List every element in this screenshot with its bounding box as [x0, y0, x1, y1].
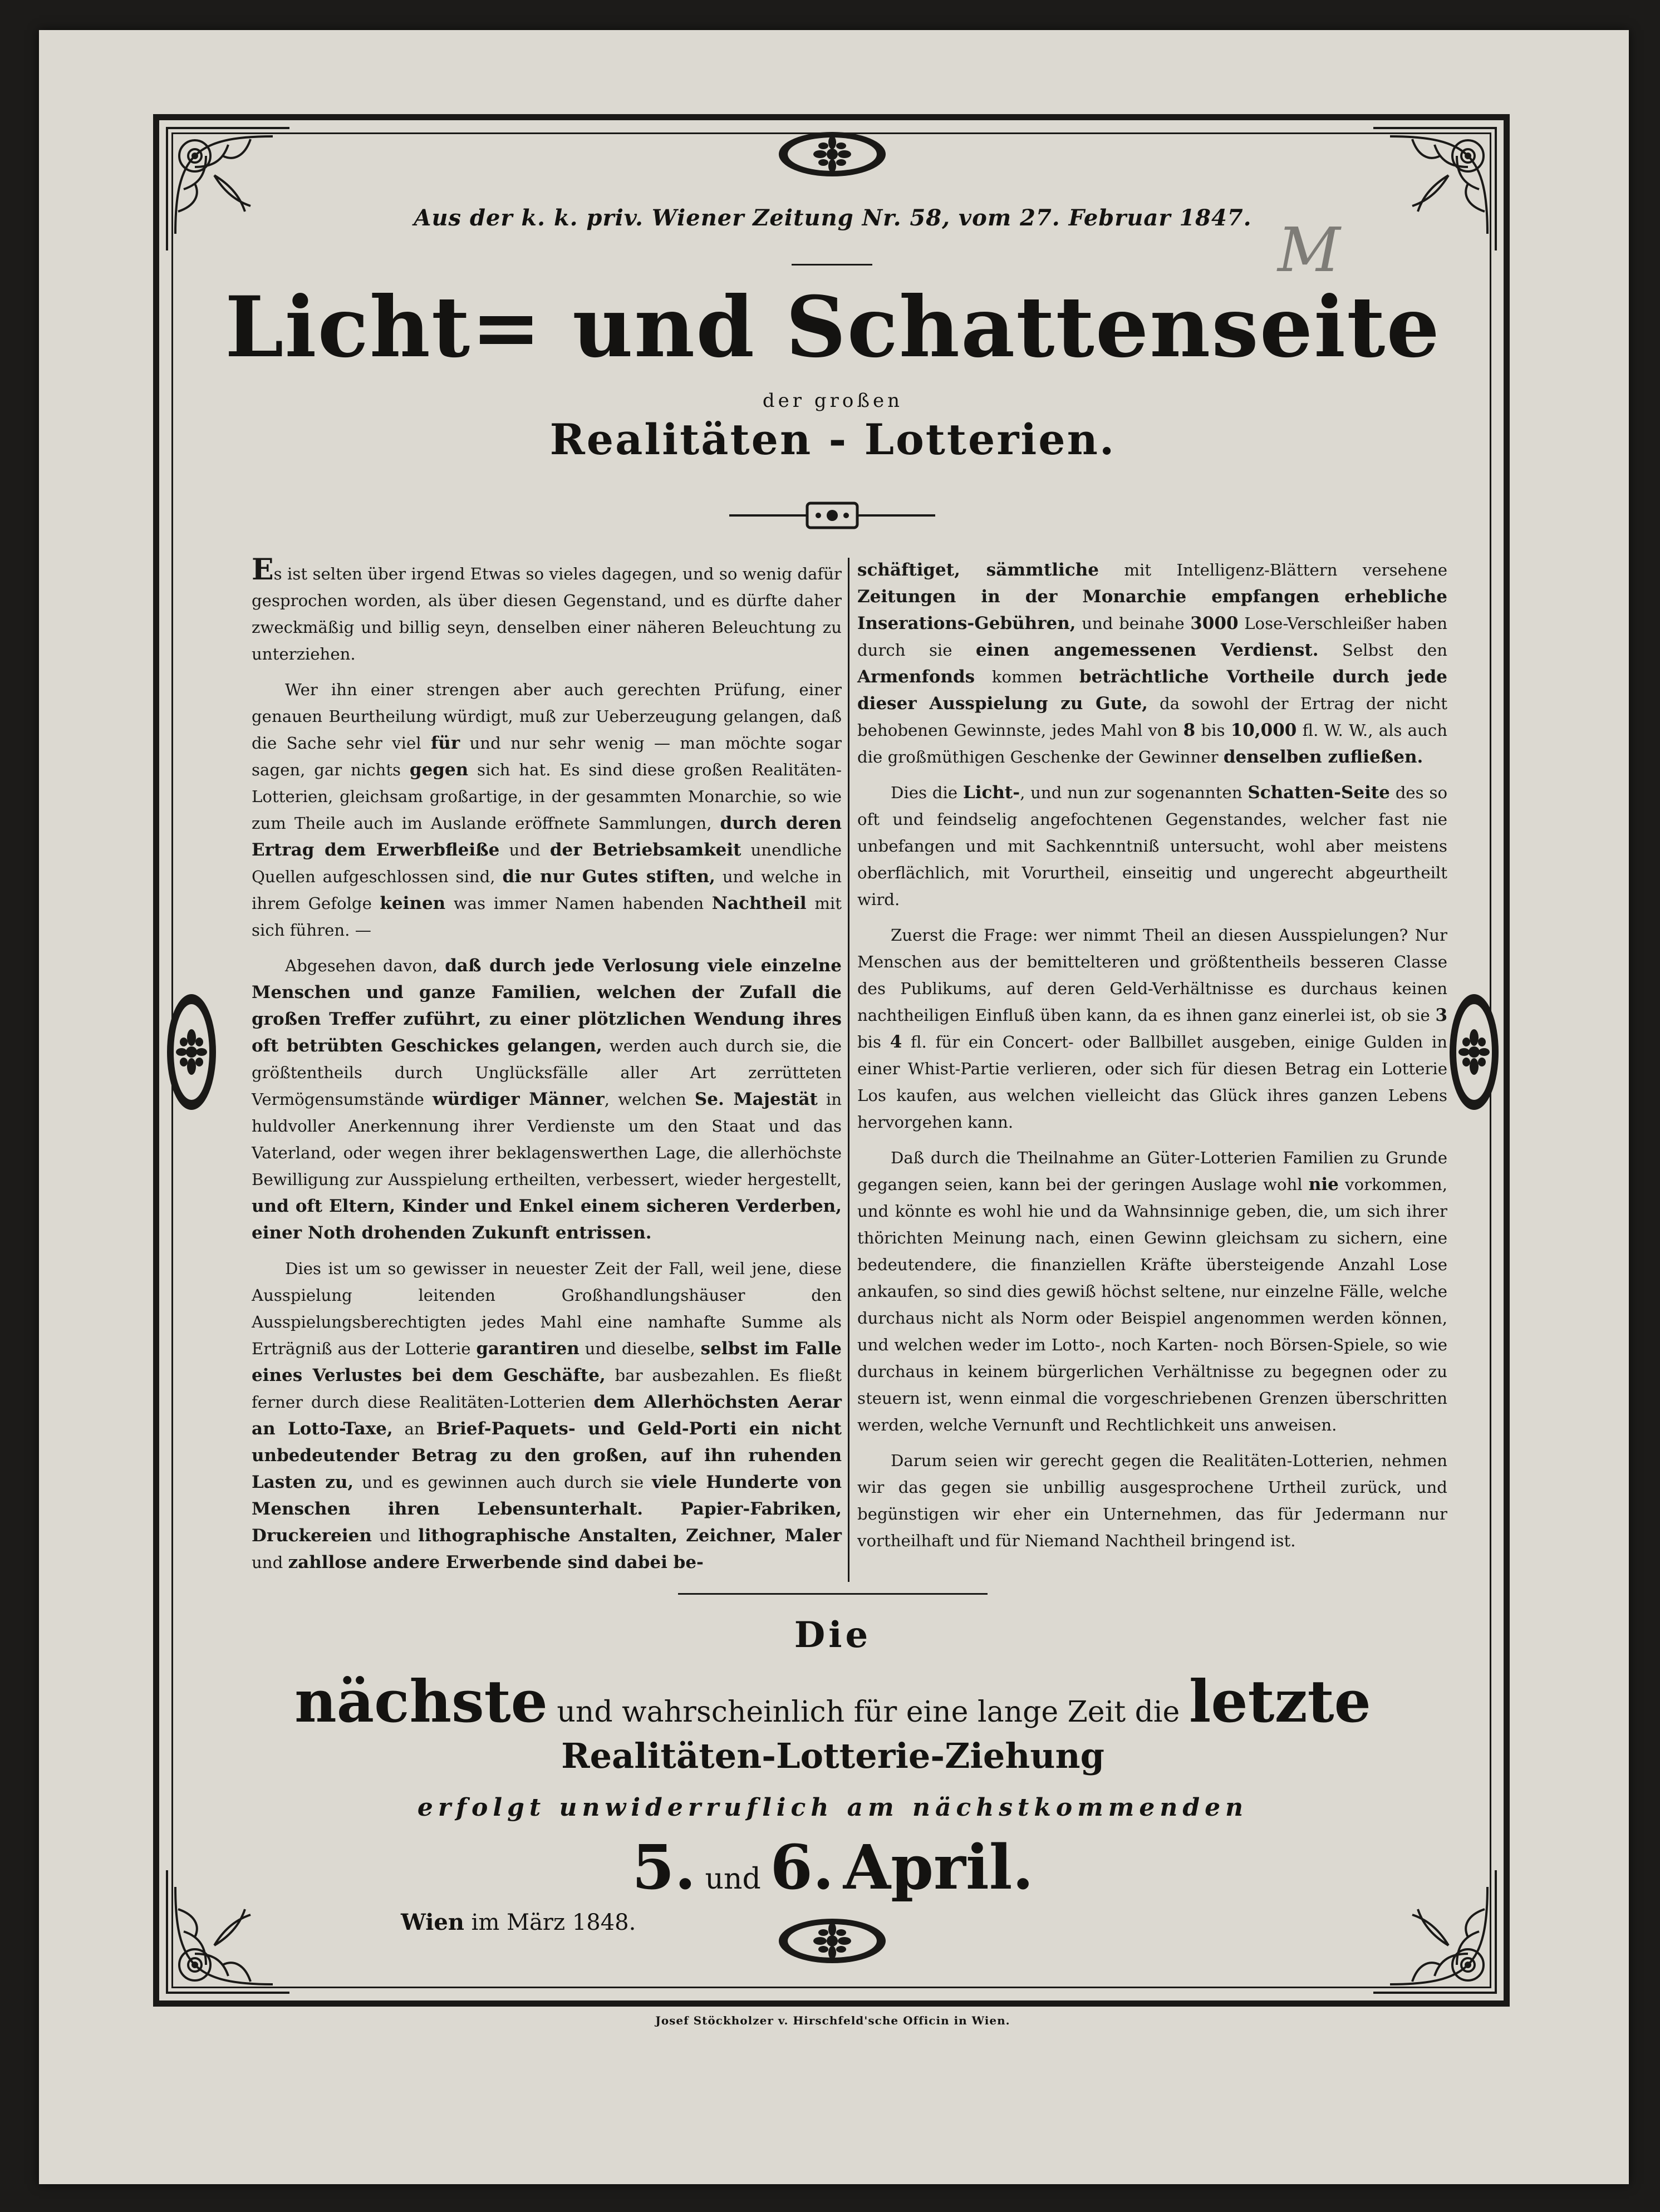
place-city: Wien: [401, 1909, 464, 1935]
text-run: Daß durch die Theilnahme an Güter-Lotterien Familien zu Grunde gegangen seien, kann bei der geringen Auslage wohl: [857, 1148, 1447, 1194]
text-run: Lose-Verschleißer haben durch sie: [857, 614, 1448, 660]
printer-imprint: Josef Stöckholzer v. Hirschfeld'sche Officin in Wien.: [655, 2014, 1010, 2027]
announcement-erfolgt: erfolgt unwiderruflich am nächstkommenden: [417, 1793, 1249, 1822]
text-run: und nur sehr wenig — man möchte sogar sagen, gar nichts: [252, 734, 842, 779]
left-paragraph-3: [252, 952, 842, 1246]
bold-run: durch deren Ertrag dem Erwerbfleiße: [252, 813, 842, 860]
corner-ornament-top-left: [161, 122, 295, 256]
text-run: mit sich führen. —: [252, 894, 842, 940]
text-run: Selbst den: [1342, 641, 1448, 660]
right-rosette-ornament: [1447, 991, 1501, 1113]
announcement-day-2: 6.: [770, 1831, 834, 1903]
text-run: und es gewinnen auch durch sie: [362, 1473, 644, 1492]
text-run: Zuerst die Frage: wer nimmt Theil an diesen Ausspielungen? Nur Menschen aus der bemittelteren und größtentheils besseren Classe des Publikums, auf deren Geld-Verhältnisse es durchaus keinen nachtheiligen Einfluß üben kann, da es ihnen ganz einerlei ist, ob sie: [857, 926, 1447, 1025]
subtitle-small: der großen: [762, 390, 903, 412]
right-column: [857, 557, 1447, 1563]
source-line: Aus der k. k. priv. Wiener Zeitung Nr. 58, vom 27. Februar 1847.: [414, 205, 1252, 231]
bold-run: Armenfonds: [857, 667, 975, 687]
bold-run: Nachtheil: [711, 893, 807, 913]
bold-run: die nur Gutes stiften,: [502, 867, 715, 887]
left-column: [252, 553, 842, 1585]
bold-run: gegen: [409, 760, 469, 780]
bold-run: Licht-: [962, 783, 1020, 803]
bold-run: lithographische Anstalten, Zeichner, Maler: [418, 1526, 842, 1546]
text-run: sich hat. Es sind diese großen Realitäten-Lotterien, gleichsam großartige, in der gesammten Monarchie, so wie zum Theile auch im Auslande eröffnete Sammlungen,: [252, 760, 842, 833]
announcement-day-1: 5.: [632, 1831, 696, 1903]
bold-run: 3000: [1190, 613, 1239, 633]
bold-run: 4: [890, 1032, 902, 1052]
bold-run: beträchtliche Vortheile durch jede dieser Ausspielung zu Gute,: [857, 667, 1448, 714]
text-run: und: [252, 1553, 283, 1572]
text-run: , welchen: [604, 1090, 686, 1109]
pencil-mark: M: [1278, 214, 1340, 286]
bold-run: garantiren: [476, 1339, 579, 1359]
text-run: in huldvoller Anerkennung ihrer Verdienste um den Staat und das Vaterland, oder wegen ihrer beklagenswerthen Lage, die allerhöchste Bewilligung zur Ausspielung ertheilten, verbessert, wieder hergestellt,: [252, 1090, 842, 1189]
bold-run: einen angemessenen Verdienst.: [975, 640, 1319, 660]
bold-run: 8: [1183, 720, 1196, 740]
place-date: [401, 1909, 636, 1935]
text-run: was immer Namen habenden: [453, 894, 704, 913]
text-run: Dies ist um so gewisser in neuester Zeit der Fall, weil jene, diese Ausspielung leitenden Großhandlungshäuser den Ausspielungsberechtigten jedes Mahl eine namhafte Summe als Erträgniß aus der Lotterie: [252, 1259, 842, 1358]
text-run: bis: [857, 1033, 881, 1051]
right-paragraph-4: [857, 1144, 1447, 1438]
text-run: und: [509, 840, 541, 859]
announcement-die: Die: [794, 1614, 872, 1656]
bold-run: für: [430, 733, 460, 753]
bold-run: selbst im Falle eines Verlustes bei dem Geschäfte,: [252, 1339, 842, 1385]
text-run: und welche in ihrem Gefolge: [252, 867, 842, 913]
left-rosette-ornament: [165, 991, 218, 1113]
title-ornament: [729, 499, 935, 532]
text-run: kommen: [991, 667, 1063, 686]
right-paragraph-2: [857, 779, 1447, 913]
text-run: an: [404, 1419, 425, 1438]
announcement-month: April.: [843, 1831, 1034, 1903]
left-paragraph-2: [252, 676, 842, 943]
header-rule: [792, 264, 872, 266]
text-run: vorkommen, und könnte es wohl hie und da Wahnsinnige geben, die, um sich ihrer thörichten Meinung nach, einen Gewinn gleichsam zu sichern, eine bedeutendere, die finanziellen Kräfte übersteigende Anzahl Lose ankaufen, so sind dies gewiß höchst seltene, nur einzelne Fälle, welche durchaus nicht als Norm oder Beispiel angenommen werden können, und welchen weder im Lotto-, noch Karten- noch Börsen-Spiele, so wie durchaus in keinem bürgerlichen Verhältnisse zu begegnen oder zu steuern ist, wenn einmal die vorgeschriebenen Grenzen überschritten werden, welche Vernunft und Rechtlichkeit uns anweisen.: [857, 1175, 1447, 1434]
bold-run: Brief-Paquets- und Geld-Porti ein nicht unbedeutender Betrag zu den großen, auf ihn ruhenden Lasten zu,: [252, 1419, 842, 1492]
drop-cap: E: [252, 553, 274, 587]
place-date-rest: im März 1848.: [471, 1910, 636, 1935]
bold-run: Zeitungen in der Monarchie empfangen erhebliche Inserations-Gebühren,: [857, 587, 1447, 633]
bold-run: Schatten-Seite: [1248, 783, 1390, 803]
left-paragraph-1: [252, 553, 842, 667]
bold-run: 10,000: [1230, 720, 1297, 740]
text-run: Wer ihn einer strengen aber auch gerechten Prüfung, einer genauen Beurtheilung würdigt, muß zur Ueberzeugung gelangen, daß die Sache sehr viel: [252, 680, 842, 753]
text-run: unendliche Quellen aufgeschlossen sind,: [252, 840, 842, 886]
corner-ornament-top-right: [1368, 122, 1501, 256]
bold-run: denselben zufließen.: [1223, 747, 1423, 767]
bold-run: schäftiget, sämmtliche: [857, 560, 1099, 580]
right-paragraph-1: [857, 557, 1447, 770]
top-rosette-ornament: [777, 129, 888, 179]
announcement-line-next: [167, 1667, 1499, 1736]
text-run: Abgesehen davon,: [285, 956, 438, 975]
text-run: da sowohl der Ertrag der nicht behobenen Gewinnste, jedes Mahl von: [857, 694, 1447, 740]
bold-run: daß durch jede Verlosung viele einzelne Menschen und ganze Familien, welchen der Zufall die großen Treffer zuführt, zu einer plötzlichen Wendung ihres oft betrübten Geschickes gelangen,: [252, 956, 842, 1056]
text-run: des so oft und feindselig angefochtenen Gegenstandes, welcher fast nie unbefangen und mit Sachkenntniß untersucht, wohl aber meistens oberflächlich, mit Vorurtheil, einseitig und ungerecht abgeurtheilt wird.: [857, 783, 1448, 909]
text-run: bar ausbezahlen. Es fließt ferner durch diese Realitäten-Lotterien: [252, 1366, 842, 1412]
announcement-middle: und wahrscheinlich für eine lange Zeit die: [557, 1695, 1180, 1729]
text-run: bis: [1201, 721, 1225, 740]
text-run: Dies die: [891, 783, 958, 802]
text-run: fl. W. W., als auch die großmüthigen Geschenke der Gewinner: [857, 721, 1448, 766]
text-run: werden auch durch sie, die größtentheils durch Unglücksfälle aller Art zerrütteten Vermögensumstände: [252, 1036, 842, 1109]
column-divider: [848, 558, 849, 1582]
text-run: und beinahe: [1082, 614, 1185, 633]
left-paragraph-4: [252, 1255, 842, 1576]
announcement-ziehung: Realitäten-Lotterie-Ziehung: [561, 1736, 1104, 1776]
text-run: und dieselbe,: [585, 1339, 695, 1358]
bold-run: zahllose andere Erwerbende sind dabei be-: [288, 1552, 704, 1572]
announcement-und: und: [705, 1862, 761, 1896]
main-title: Licht= und Schattenseite: [225, 278, 1441, 376]
bold-run: viele Hunderte von Menschen ihren Lebensunterhalt. Papier-Fabriken, Druckereien: [252, 1472, 842, 1546]
text-run: s ist selten über irgend Etwas so vieles dagegen, und so wenig dafür gesprochen worden, als über diesen Gegenstand, und es dürfte daher zweckmäßig und billig seyn, denselben einer näheren Beleuchtung zu unterziehen.: [252, 564, 842, 663]
text-run: mit Intelligenz-Blättern versehene: [1124, 561, 1448, 579]
bold-run: nie: [1308, 1174, 1339, 1195]
bold-run: der Betriebsamkeit: [549, 840, 741, 860]
bottom-rosette-ornament: [777, 1916, 888, 1966]
announcement-naechste: nächste: [294, 1667, 548, 1736]
right-paragraph-5: [857, 1447, 1447, 1554]
text-run: Darum seien wir gerecht gegen die Realitäten-Lotterien, nehmen wir das gegen sie unbillig ausgesprochene Urtheil zurück, und begünstigen wir eher ein Unternehmen, das für Jedermann nur vortheilhaft und für Niemand Nachtheil bringend ist.: [857, 1451, 1447, 1550]
bold-run: keinen: [380, 893, 446, 913]
bold-run: würdiger Männer: [432, 1089, 605, 1109]
bold-run: dem Allerhöchsten Aerar an Lotto-Taxe,: [252, 1392, 842, 1439]
text-run: und: [379, 1526, 411, 1545]
subtitle-big: Realitäten - Lotterien.: [549, 415, 1116, 464]
right-paragraph-3: [857, 922, 1447, 1136]
text-run: fl. für ein Concert- oder Ballbillet ausgeben, einige Gulden in einer Whist-Partie verlieren, oder sich für diesen Betrag ein Lotterie Los kaufen, aus welchen vielleicht das Glück ihres ganzen Lebens hervorgehen kann.: [857, 1033, 1448, 1132]
bold-run: und oft Eltern, Kinder und Enkel einem sicheren Verderben, einer Noth drohenden Zukunft entrissen.: [252, 1196, 842, 1243]
announcement-date: [167, 1831, 1499, 1903]
announcement-letzte: letzte: [1188, 1667, 1371, 1736]
text-run: , und nun zur sogenannten: [1020, 783, 1242, 802]
announcement-rule: [678, 1593, 988, 1595]
bold-run: 3: [1435, 1005, 1448, 1025]
bold-run: Se. Majestät: [694, 1089, 818, 1109]
